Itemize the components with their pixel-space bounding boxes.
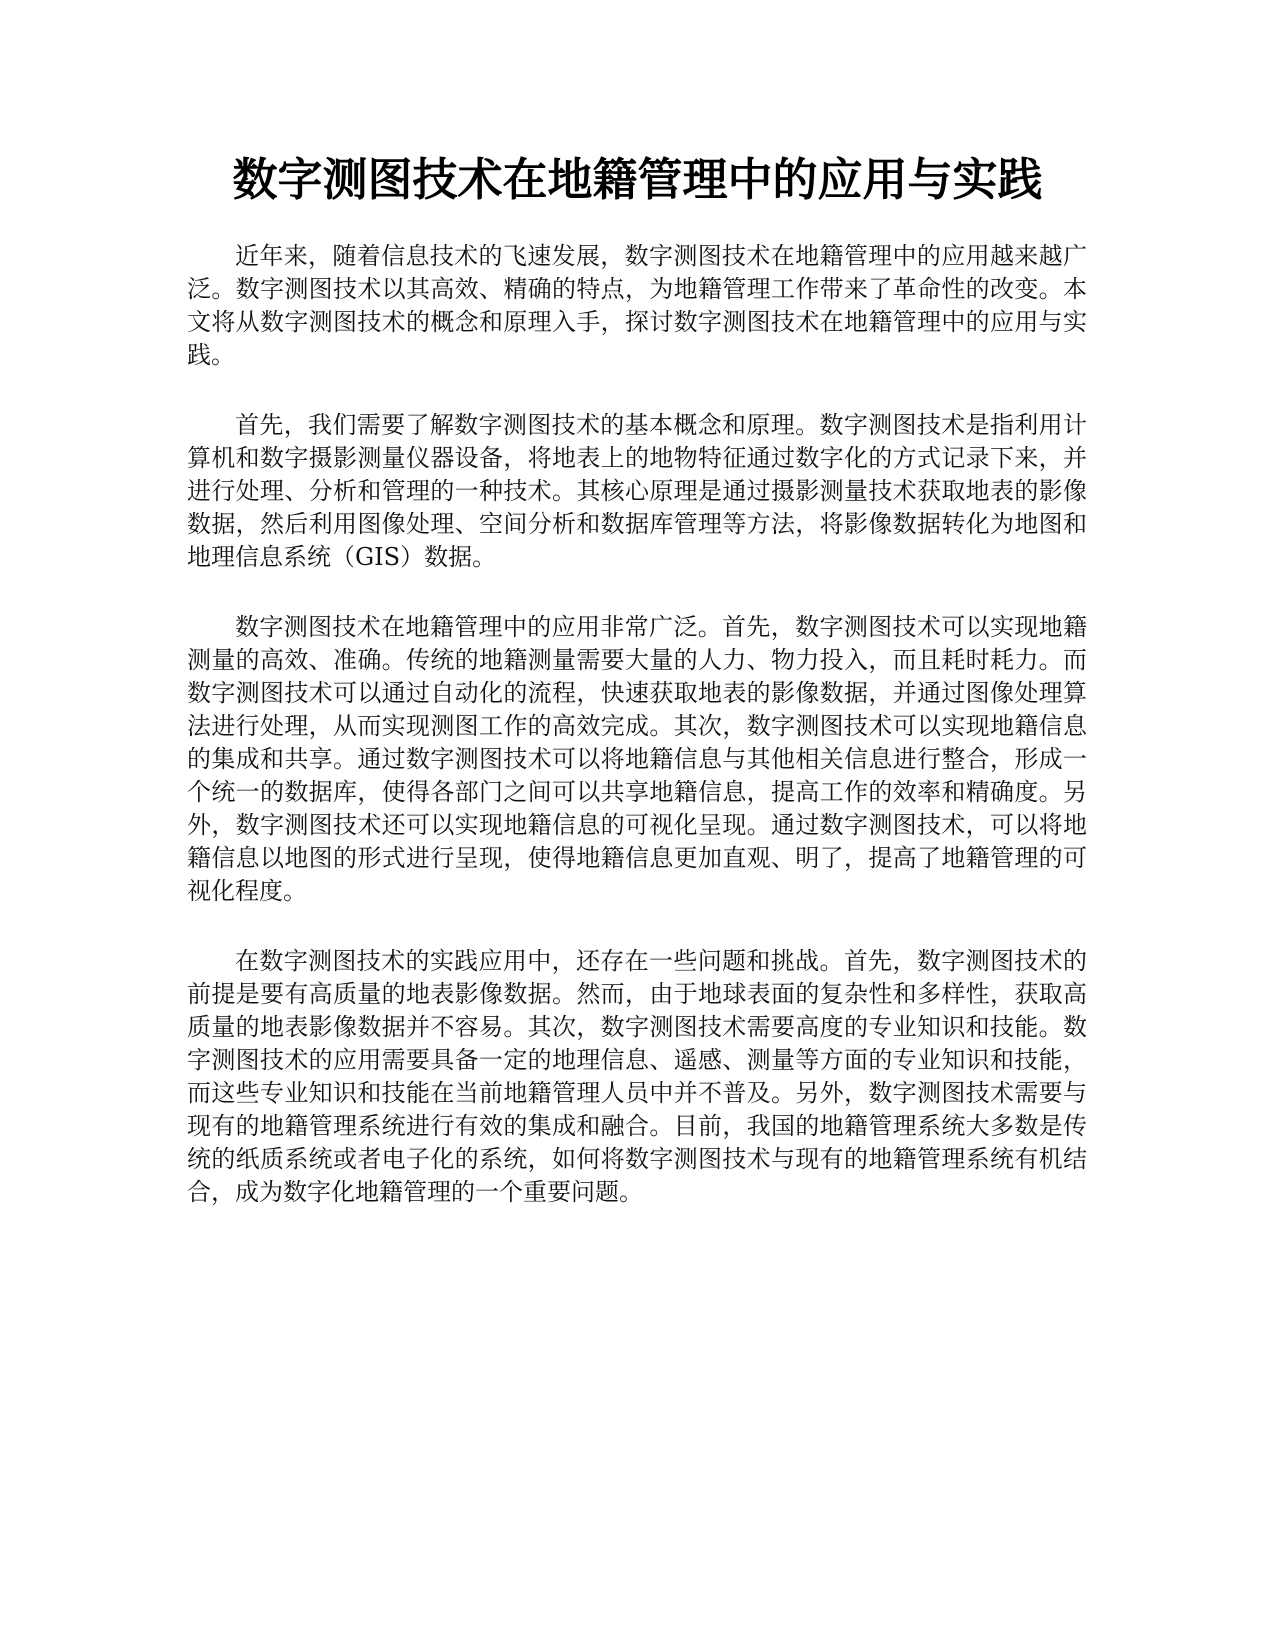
document-title: 数字测图技术在地籍管理中的应用与实践 — [232, 153, 1043, 206]
paragraph-3: 数字测图技术在地籍管理中的应用非常广泛。首先，数字测图技术可以实现地籍测量的高效、准确。传统的地籍测量需要大量的人力、物力投入，而且耗时耗力。而数字测图技术可以通过自动化的流程，快速获取地表的影像数据，并通过图像处理算法进行处理，从而实现测图工作的高效完成。其次，数字测图技术可以实现地籍信息的集成和共享。通过数字测图技术可以将地籍信息与其他相关信息进行整合，形成一个统一的数据库，使得各部门之间可以共享地籍信息，提高工作的效率和精确度。另外，数字测图技术还可以实现地籍信息的可视化呈现。通过数字测图技术，可以将地籍信息以地图的形式进行呈现，使得地籍信息更加直观、明了，提高了地籍管理的可视化程度。 — [187, 613, 1087, 905]
paragraph-4: 在数字测图技术的实践应用中，还存在一些问题和挑战。首先，数字测图技术的前提是要有高质量的地表影像数据。然而，由于地球表面的复杂性和多样性，获取高质量的地表影像数据并不容易。其次，数字测图技术需要高度的专业知识和技能。数字测图技术的应用需要具备一定的地理信息、遥感、测量等方面的专业知识和技能，而这些专业知识和技能在当前地籍管理人员中并不普及。另外，数字测图技术需要与现有的地籍管理系统进行有效的集成和融合。目前，我国的地籍管理系统大多数是传统的纸质系统或者电子化的系统，如何将数字测图技术与现有的地籍管理系统有机结合，成为数字化地籍管理的一个重要问题。 — [187, 947, 1087, 1206]
document-body — [187, 240, 1087, 1246]
paragraph-1: 近年来，随着信息技术的飞速发展，数字测图技术在地籍管理中的应用越来越广泛。数字测图技术以其高效、精确的特点，为地籍管理工作带来了革命性的改变。本文将从数字测图技术的概念和原理入手，探讨数字测图技术在地籍管理中的应用与实践。 — [187, 242, 1087, 369]
paragraph-2: 首先，我们需要了解数字测图技术的基本概念和原理。数字测图技术是指利用计算机和数字摄影测量仪器设备，将地表上的地物特征通过数字化的方式记录下来，并进行处理、分析和管理的一种技术。其核心原理是通过摄影测量技术获取地表的影像数据，然后利用图像处理、空间分析和数据库管理等方法，将影像数据转化为地图和地理信息系统（GIS）数据。 — [187, 411, 1087, 571]
